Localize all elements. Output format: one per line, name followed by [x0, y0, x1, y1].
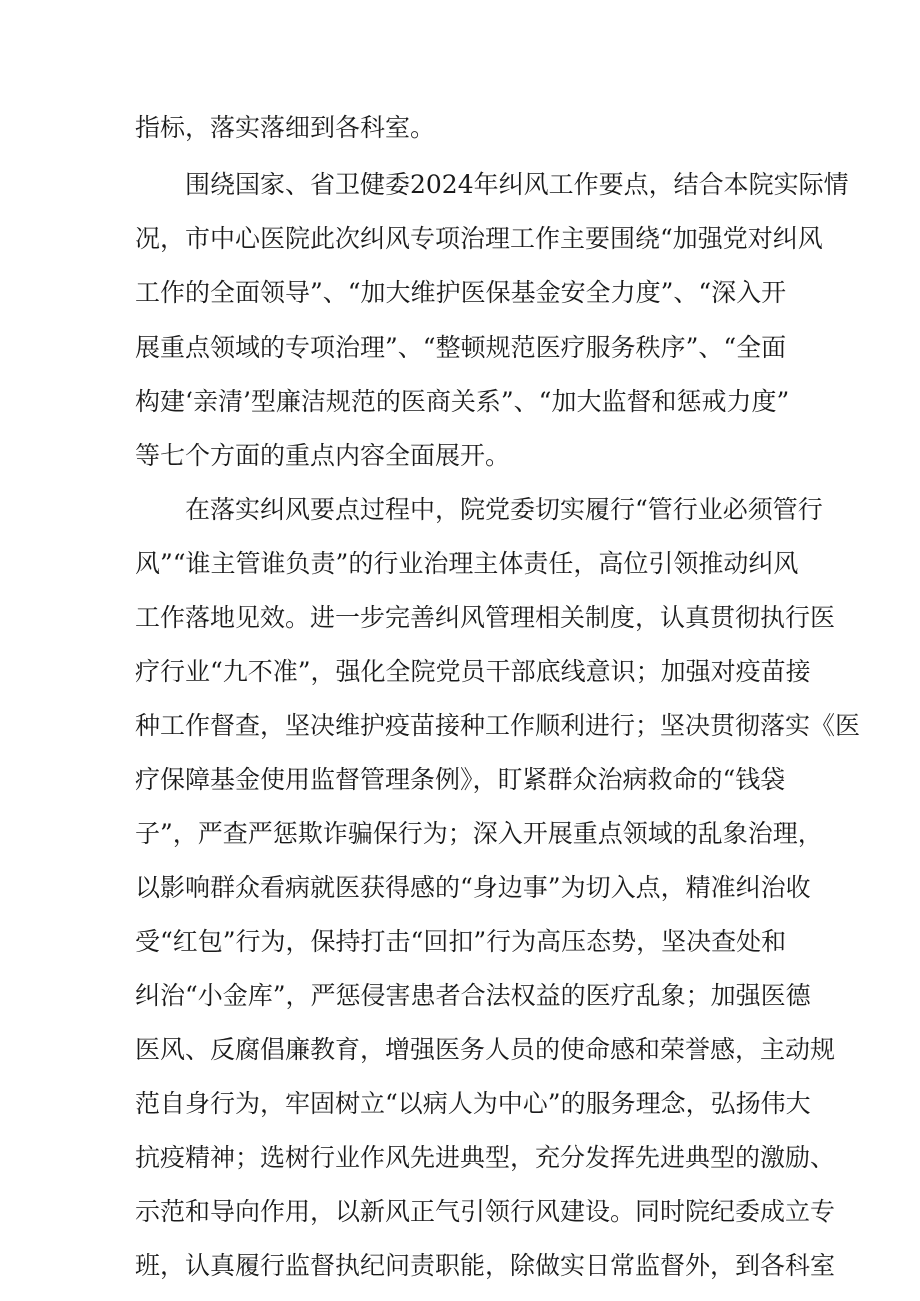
text-line: 受“红包”行为，保持打击“回扣”行为高压态势，坚决查处和 — [135, 927, 787, 956]
text-line: 风”“谁主管谁负责”的行业治理主体责任，高位引领推动纠风 — [135, 549, 799, 578]
text-line: 示范和导向作用，以新风正气引领行风建设。同时院纪委成立专 — [135, 1197, 836, 1226]
text-line: 疗行业“九不准”，强化全院党员干部底线意识；加强对疫苗接 — [135, 657, 811, 686]
text-line: 工作落地见效。进一步完善纠风管理相关制度，认真贯彻执行医 — [135, 603, 836, 632]
text-line: 种工作督查，坚决维护疫苗接种工作顺利进行；坚决贯彻落实《医 — [135, 711, 861, 740]
text-line: 以影响群众看病就医获得感的“身边事”为切入点，精准纠治收 — [135, 873, 811, 902]
text-line: 纠治“小金库”，严惩侵害患者合法权益的医疗乱象；加强医德 — [135, 981, 811, 1010]
text-line: 班，认真履行监督执纪问责职能，除做实日常监督外，到各科室 — [135, 1251, 836, 1280]
text-line: 等七个方面的重点内容全面展开。 — [135, 441, 511, 470]
text-line: 构建‘亲清’型廉洁规范的医商关系”、“加大监督和惩戒力度” — [135, 387, 790, 416]
text-line: 工作的全面领导”、“加大维护医保基金安全力度”、“深入开 — [135, 278, 787, 307]
text-line: 展重点领域的专项治理”、“整顿规范医疗服务秩序”、“全面 — [135, 333, 787, 362]
text-line: 指标，落实落细到各科室。 — [135, 113, 436, 142]
text-line: 况，市中心医院此次纠风专项治理工作主要围绕“加强党对纠风 — [135, 224, 823, 253]
text-line: 抗疫精神；选树行业作风先进典型，充分发挥先进典型的激励、 — [135, 1143, 836, 1172]
text-line: 范自身行为，牢固树立“以病人为中心”的服务理念，弘扬伟大 — [135, 1089, 811, 1118]
text-line: 在落实纠风要点过程中，院党委切实履行“管行业必须管行 — [185, 495, 823, 524]
text-line: 围绕国家、省卫健委2024年纠风工作要点，结合本院实际情 — [185, 170, 849, 199]
text-line: 疗保障基金使用监督管理条例》，盯紧群众治病救命的“钱袋 — [135, 765, 786, 794]
text-line: 子”，严查严惩欺诈骗保行为；深入开展重点领域的乱象治理， — [135, 819, 823, 848]
text-line: 医风、反腐倡廉教育，增强医务人员的使命感和荣誉感，主动规 — [135, 1035, 836, 1064]
